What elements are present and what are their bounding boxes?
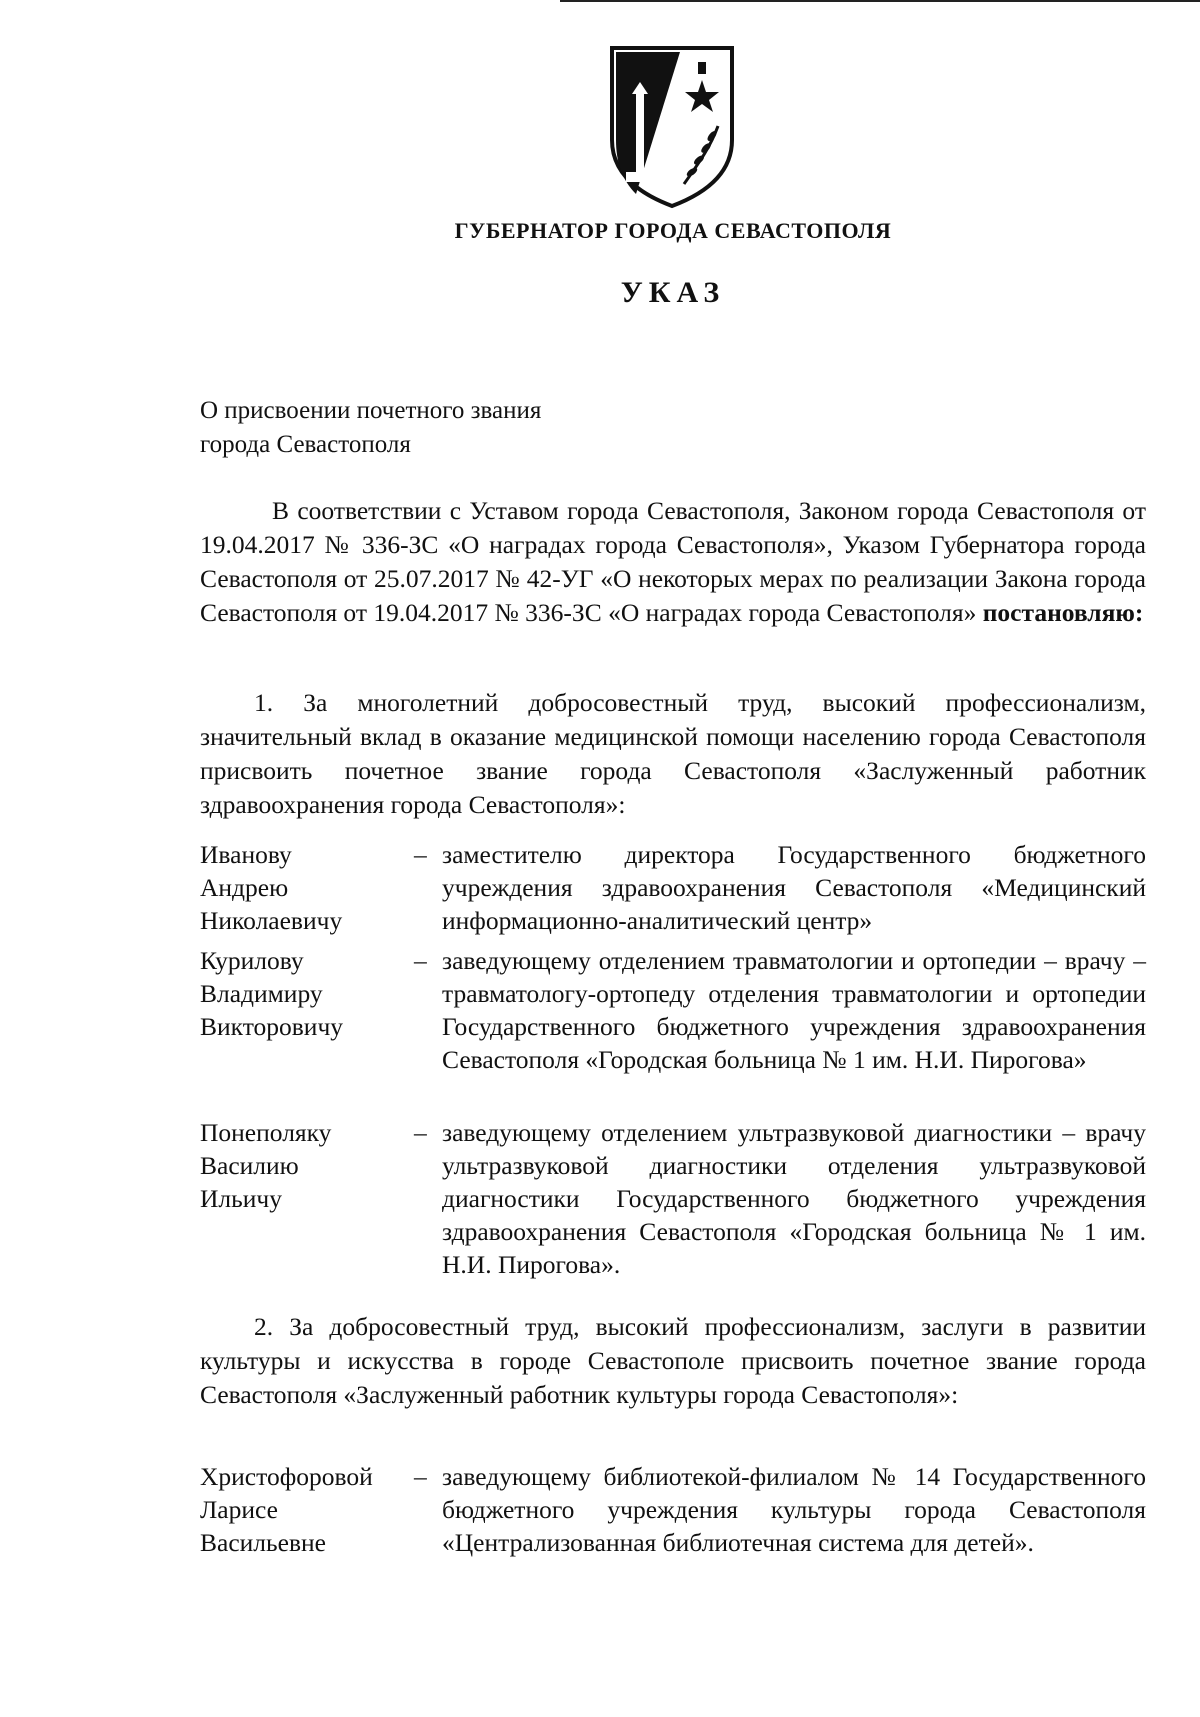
issuing-authority: ГУБЕРНАТОР ГОРОДА СЕВАСТОПОЛЯ [454, 218, 892, 243]
decree-page [200, 0, 1146, 1717]
dash-separator: – [414, 1118, 427, 1147]
sevastopol-coat-of-arms-icon [606, 44, 738, 209]
awardee-patronymic: Ильичу [200, 1184, 282, 1213]
decree-subject [200, 394, 800, 462]
item-1-paragraph: 1. За многолетний добросовестный труд, высокий профессионализм, значительный вклад в оказание медицинской помощи населению города Севастополя присвоить почетное звание города Севастополя «Заслуженный работник здравоохранения города Севастополя»: [200, 688, 1146, 819]
awardee-patronymic: Викторовичу [200, 1012, 344, 1041]
awardee-patronymic: Николаевичу [200, 906, 343, 935]
awardee-position: заведующему отделением травматологии и ортопедии – врачу – травматологу-ортопеду отделения травматологии и ортопедии Государственного бюджетного учреждения здравоохранения Севастополя «Городская больница № 1 им. Н.И. Пирогова» [442, 946, 1146, 1074]
dash-separator: – [414, 840, 427, 869]
subject-line-2: города Севастополя [200, 431, 411, 458]
preamble-paragraph [200, 494, 1146, 630]
awardee-first-name: Владимиру [200, 979, 323, 1008]
awardee-surname: Курилову [200, 946, 304, 975]
decree-word: постановляю: [982, 598, 1144, 627]
awardee-surname: Понеполяку [200, 1118, 332, 1147]
awardee-name [200, 1460, 410, 1559]
subject-line-1: О присвоении почетного звания [200, 397, 542, 424]
awardee-surname: Христофоровой [200, 1462, 373, 1491]
awardee-position: заместителю директора Государственного бюджетного учреждения здравоохранения Севастополя «Медицинский информационно-аналитический центр» [442, 840, 1146, 935]
preamble-text: В соответствии с Уставом города Севастополя, Законом города Севастополя от 19.04.2017 № 336-ЗС «О наградах города Севастополя», Указом Губернатора города Севастополя от 25.07.2017 № 42-УГ «О некоторых мерах по реализации Закона города Севастополя от 19.04.2017 № 336-ЗС «О наградах города Севастополя» [200, 496, 1146, 627]
awardee-surname: Иванову [200, 840, 292, 869]
dash-separator: – [414, 946, 427, 975]
item-2-paragraph: 2. За добросовестный труд, высокий профессионализм, заслуги в развитии культуры и искусства в городе Севастополе присвоить почетное звание города Севастополя «Заслуженный работник культуры города Севастополя»: [200, 1312, 1146, 1409]
awardee-position: заведующему отделением ультразвуковой диагностики – врачу ультразвуковой диагностики отделения ультразвуковой диагностики Государственного бюджетного учреждения здравоохранения Севастополя «Городская больница № 1 им. Н.И. Пирогова». [442, 1118, 1146, 1279]
awardee-name [200, 944, 410, 1043]
awardee-name [200, 1116, 410, 1215]
awardee-name [200, 838, 410, 937]
awardee-first-name: Василию [200, 1151, 299, 1180]
awardee-patronymic: Васильевне [200, 1528, 326, 1557]
awardee-first-name: Ларисе [200, 1495, 278, 1524]
dash-separator: – [414, 1462, 427, 1491]
awardee-position: заведующему библиотекой-филиалом № 14 Государственного бюджетного учреждения культуры города Севастополя «Централизованная библиотечная система для детей». [442, 1462, 1146, 1557]
awardee-first-name: Андрею [200, 873, 289, 902]
document-type: УКАЗ [620, 276, 726, 309]
